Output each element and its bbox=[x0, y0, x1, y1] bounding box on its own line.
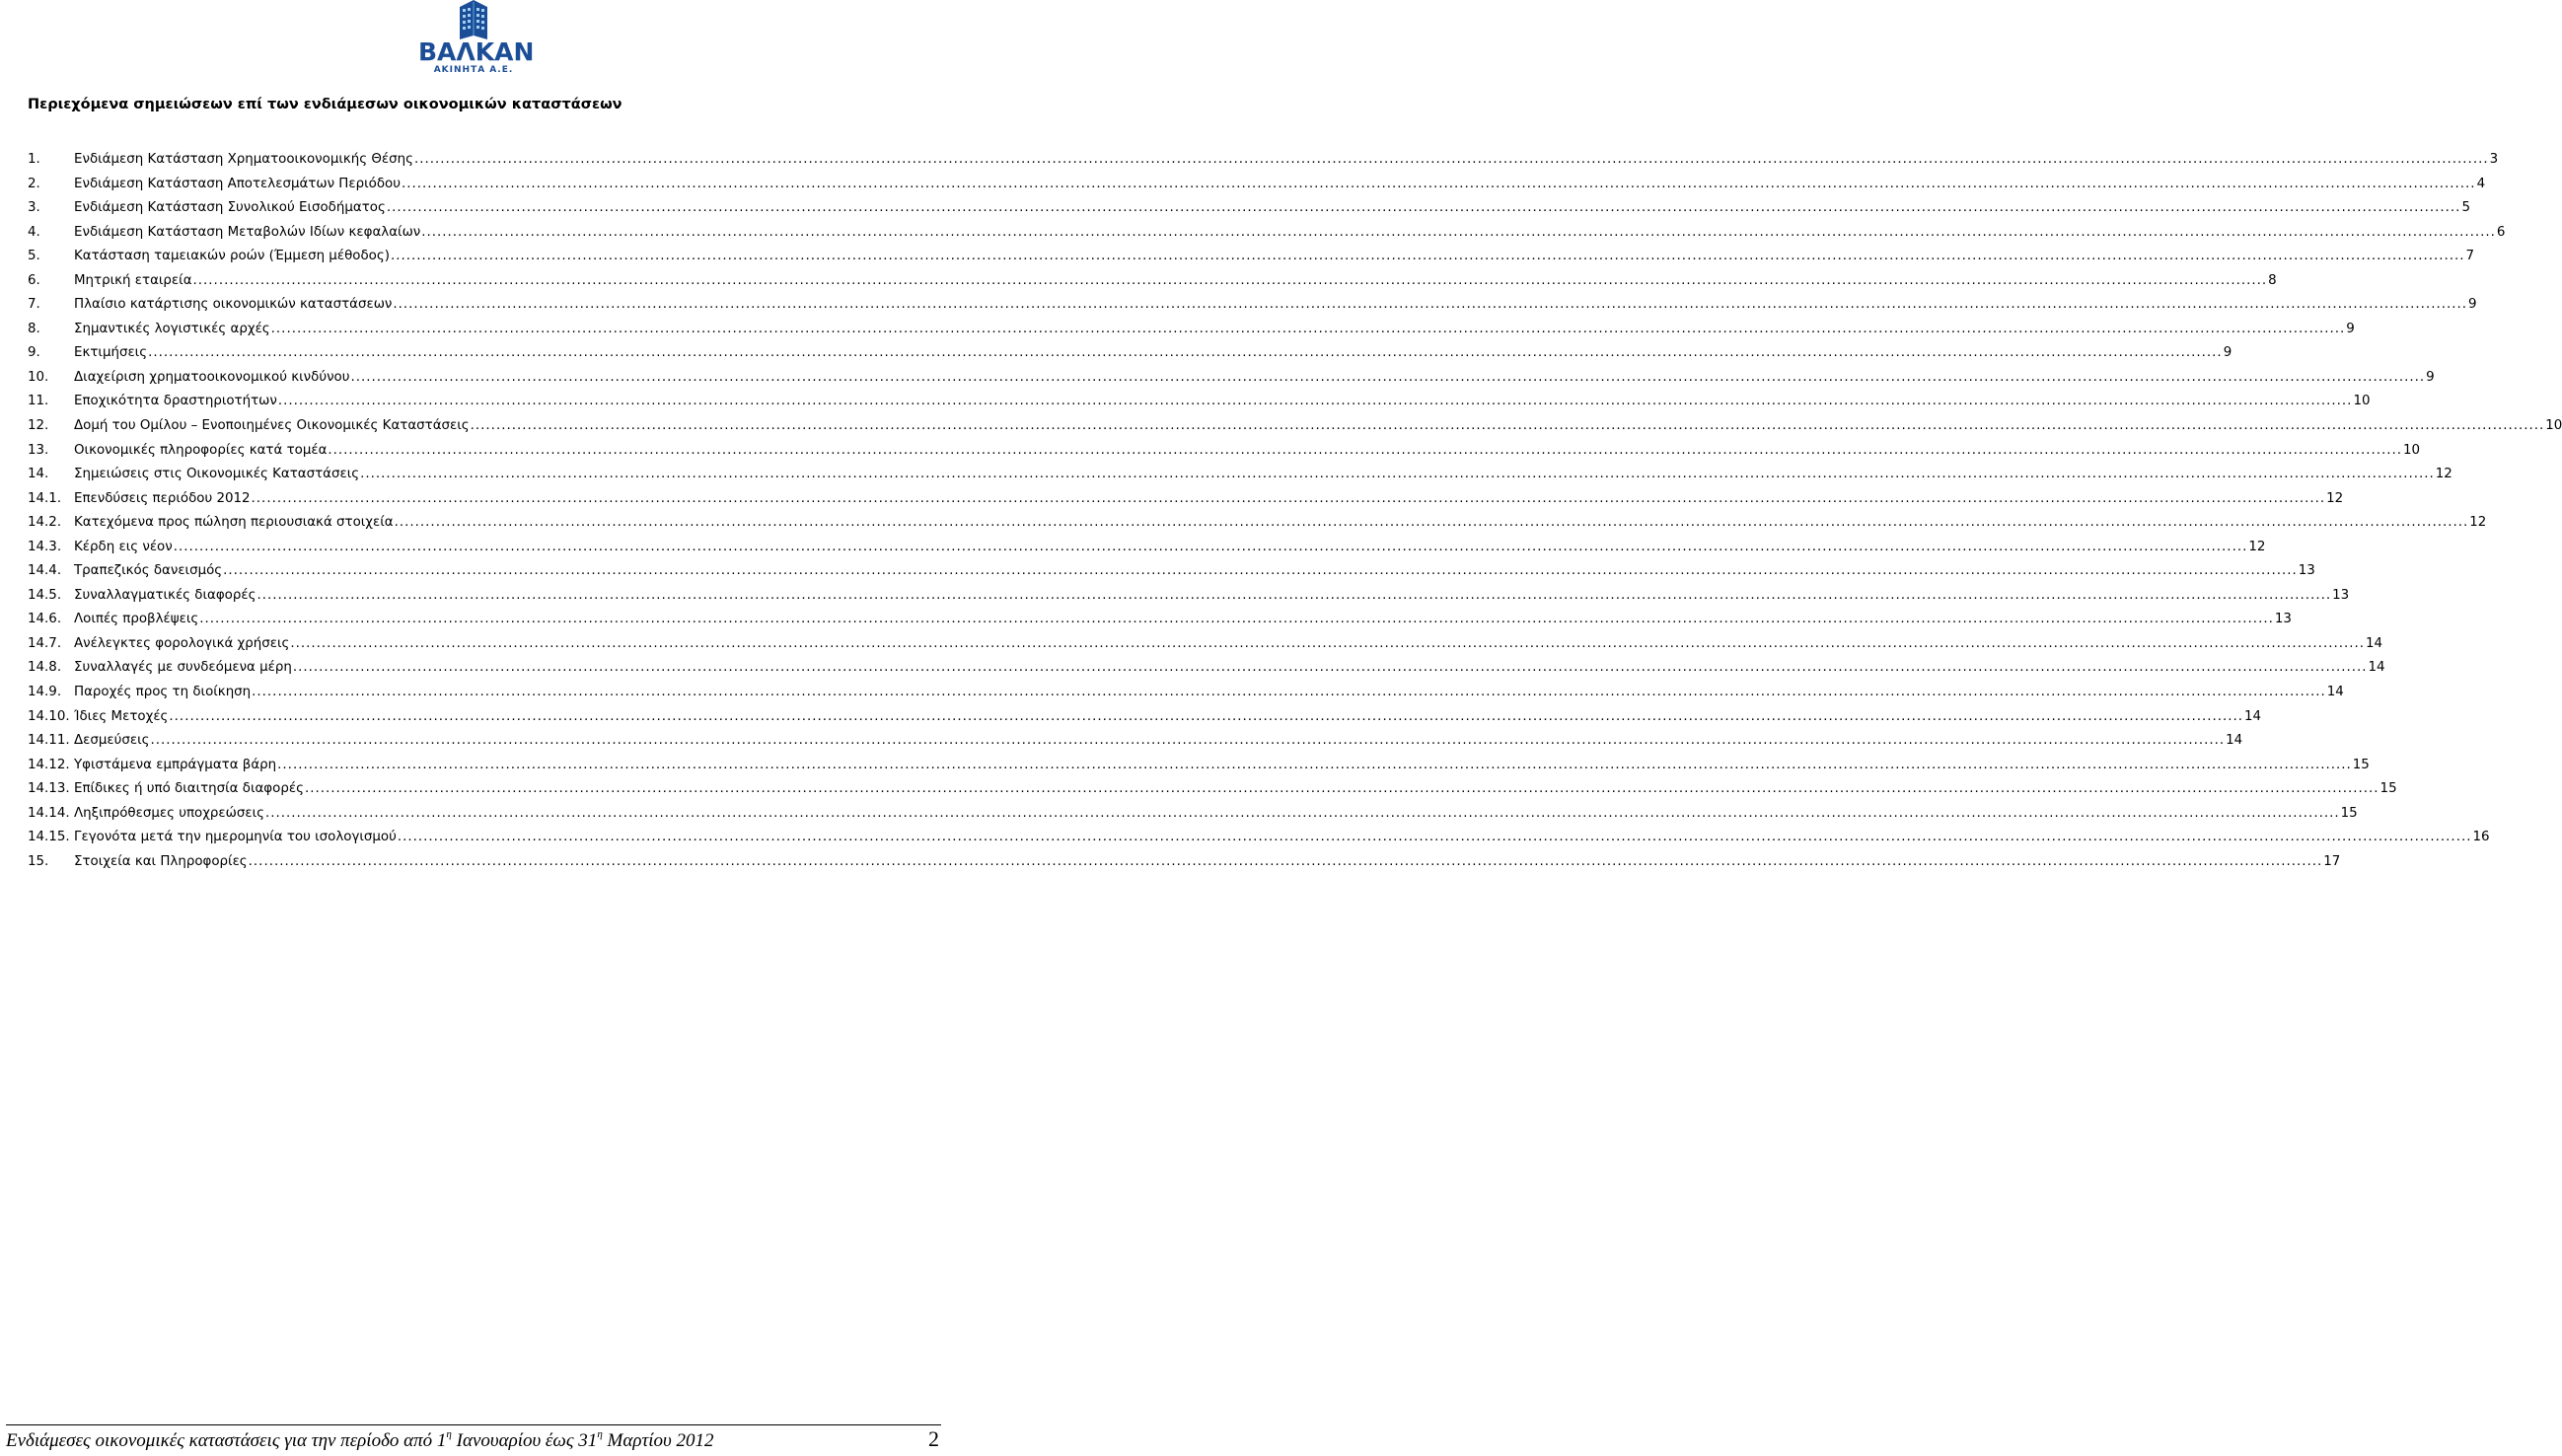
toc-dot-leader: ................................................................................................................................................................................................................................................................................................................................................................................................................ bbox=[290, 635, 2365, 651]
toc-entry-page[interactable]: 13 bbox=[2274, 612, 2292, 627]
toc-entry-number: 14.6. bbox=[28, 612, 62, 627]
toc-entry-line bbox=[74, 269, 2277, 294]
toc-entry[interactable] bbox=[28, 777, 2397, 802]
toc-dot-leader: ................................................................................................................................................................................................................................................................................................................................................................................................................ bbox=[304, 781, 2379, 797]
toc-entry-number: 11. bbox=[28, 394, 49, 409]
toc-entry-page[interactable]: 6 bbox=[2496, 224, 2506, 240]
toc-entry-number: 14.12. bbox=[28, 757, 70, 772]
toc-entry-number: 14.11. bbox=[28, 733, 70, 749]
toc-entry-number: 14.1. bbox=[28, 490, 62, 506]
toc-entry-line bbox=[74, 439, 2421, 464]
toc-dot-leader: ................................................................................................................................................................................................................................................................................................................................................................................................................ bbox=[277, 757, 2352, 772]
toc-entry[interactable] bbox=[28, 148, 2499, 173]
toc-entry-number: 7. bbox=[28, 297, 40, 313]
toc-dot-leader: ................................................................................................................................................................................................................................................................................................................................................................................................................ bbox=[169, 708, 2244, 724]
toc-dot-leader: ................................................................................................................................................................................................................................................................................................................................................................................................................ bbox=[223, 563, 2298, 579]
toc-entry[interactable] bbox=[28, 850, 2341, 875]
toc-entry-page[interactable]: 15 bbox=[2352, 757, 2370, 772]
toc-entry-page[interactable]: 15 bbox=[2379, 781, 2397, 797]
toc-entry-line bbox=[74, 196, 2470, 221]
toc-entry[interactable] bbox=[28, 584, 2350, 609]
toc-entry-line bbox=[74, 802, 2358, 827]
toc-dot-leader: ................................................................................................................................................................................................................................................................................................................................................................................................................ bbox=[421, 224, 2496, 240]
toc-dot-leader: ................................................................................................................................................................................................................................................................................................................................................................................................................ bbox=[350, 369, 2426, 385]
toc-entry-title[interactable]: Γεγονότα μετά την ημερομηνία του ισολογισμού bbox=[74, 830, 397, 845]
toc-dot-leader: ................................................................................................................................................................................................................................................................................................................................................................................................................ bbox=[397, 830, 2472, 845]
company-logo bbox=[418, 0, 535, 81]
toc-entry[interactable] bbox=[28, 245, 2475, 269]
toc-entry-page[interactable]: 15 bbox=[2340, 805, 2358, 821]
toc-entry-page[interactable]: 7 bbox=[2465, 249, 2475, 264]
toc-entry[interactable] bbox=[28, 729, 2243, 754]
toc-dot-leader: ................................................................................................................................................................................................................................................................................................................................................................................................................ bbox=[192, 272, 2268, 288]
toc-entry-number: 2. bbox=[28, 176, 40, 191]
toc-entry-line bbox=[74, 584, 2350, 609]
toc-dot-leader: ................................................................................................................................................................................................................................................................................................................................................................................................................ bbox=[470, 418, 2545, 434]
toc-entry-page[interactable]: 12 bbox=[2248, 539, 2266, 554]
toc-entry-number: 13. bbox=[28, 442, 49, 458]
footer-title: Ενδιάμεσες οικονομικές καταστάσεις για την περίοδο από $1^\eta$ Ιανουαρίου έως $31^\eta$ Μαρτίου 2012 bbox=[6, 1428, 714, 1451]
toc-entry[interactable] bbox=[28, 173, 2486, 197]
toc-entry-page[interactable]: 10 bbox=[2545, 418, 2562, 434]
toc-entry-title[interactable]: Μητρική εταιρεία bbox=[74, 272, 192, 288]
toc-entry-title[interactable]: Σημαντικές λογιστικές αρχές bbox=[74, 321, 270, 336]
toc-entry[interactable] bbox=[28, 487, 2344, 512]
toc-entry-title[interactable]: Οικονομικές πληροφορίες κατά τομέα bbox=[74, 442, 328, 458]
toc-dot-leader: ................................................................................................................................................................................................................................................................................................................................................................................................................ bbox=[199, 612, 2274, 627]
toc-entry-line bbox=[74, 390, 2371, 414]
toc-entry-line bbox=[74, 850, 2341, 875]
toc-entry-number: 6. bbox=[28, 272, 40, 288]
toc-entry[interactable] bbox=[28, 366, 2435, 391]
toc-dot-leader: ................................................................................................................................................................................................................................................................................................................................................................................................................ bbox=[270, 321, 2346, 336]
toc-dot-leader: ................................................................................................................................................................................................................................................................................................................................................................................................................ bbox=[252, 685, 2326, 700]
toc-entry-title[interactable]: Επενδύσεις περιόδου 2012 bbox=[74, 490, 251, 506]
toc-entry-line bbox=[74, 463, 2452, 487]
toc-entry-number: 14.2. bbox=[28, 515, 62, 531]
logo-wordmark: ΒΑΛΚΑΝ bbox=[418, 37, 535, 66]
toc-entry[interactable] bbox=[28, 196, 2470, 221]
toc-dot-leader: ................................................................................................................................................................................................................................................................................................................................................................................................................ bbox=[413, 152, 2489, 167]
toc-entry[interactable] bbox=[28, 536, 2266, 560]
toc-entry-number: 1. bbox=[28, 152, 40, 167]
toc-dot-leader: ................................................................................................................................................................................................................................................................................................................................................................................................................ bbox=[251, 490, 2326, 506]
toc-entry-page[interactable]: 10 bbox=[2403, 442, 2421, 458]
toc-entry-line bbox=[74, 656, 2385, 681]
toc-entry-page[interactable]: 12 bbox=[2435, 467, 2452, 482]
toc-entry[interactable] bbox=[28, 826, 2490, 850]
toc-entry-line bbox=[74, 729, 2243, 754]
toc-entry-page[interactable]: 13 bbox=[2298, 563, 2315, 579]
toc-entry-title[interactable]: Διαχείριση χρηματοοικονομικού κινδύνου bbox=[74, 369, 350, 385]
toc-entry[interactable] bbox=[28, 705, 2262, 730]
toc-entry-page[interactable]: 13 bbox=[2332, 587, 2350, 603]
toc-entry-number: 14. bbox=[28, 467, 49, 482]
logo-subtitle: ΑΚΙΝΗΤΑ Α.Ε. bbox=[433, 65, 514, 75]
toc-entry-number: 9. bbox=[28, 345, 40, 361]
toc-entry-line bbox=[74, 777, 2397, 802]
toc-entry[interactable] bbox=[28, 608, 2292, 632]
toc-entry-title[interactable]: Εκτιμήσεις bbox=[74, 345, 148, 361]
toc-dot-leader: ................................................................................................................................................................................................................................................................................................................................................................................................................ bbox=[393, 297, 2467, 313]
toc-entry-page[interactable]: 8 bbox=[2268, 272, 2277, 288]
toc-dot-leader: ................................................................................................................................................................................................................................................................................................................................................................................................................ bbox=[173, 539, 2248, 554]
toc-entry-page[interactable]: 17 bbox=[2323, 853, 2341, 869]
table-of-contents bbox=[28, 148, 2562, 874]
page-number: 2 bbox=[928, 1426, 939, 1451]
toc-entry[interactable] bbox=[28, 293, 2477, 318]
toc-entry-line bbox=[74, 754, 2370, 778]
toc-entry-number: 14.13. bbox=[28, 781, 70, 797]
toc-entry-title[interactable]: Συναλλαγματικές διαφορές bbox=[74, 587, 256, 603]
toc-entry-line bbox=[74, 559, 2315, 584]
toc-entry-number: 14.8. bbox=[28, 660, 62, 676]
toc-entry-number: 5. bbox=[28, 249, 40, 264]
toc-entry[interactable] bbox=[28, 559, 2315, 584]
contents-heading: Περιεχόμενα σημειώσεων επί των ενδιάμεσων οικονομικών καταστάσεων bbox=[28, 97, 622, 112]
toc-entry-page[interactable]: 9 bbox=[2346, 321, 2355, 336]
toc-entry-page[interactable]: 14 bbox=[2226, 733, 2243, 749]
toc-entry-line bbox=[74, 221, 2506, 246]
toc-dot-leader: ................................................................................................................................................................................................................................................................................................................................................................................................................ bbox=[328, 442, 2403, 458]
toc-dot-leader: ................................................................................................................................................................................................................................................................................................................................................................................................................ bbox=[401, 176, 2476, 191]
toc-entry-page[interactable]: 5 bbox=[2461, 200, 2470, 216]
toc-entry-title[interactable]: Λοιπές προβλέψεις bbox=[74, 612, 199, 627]
toc-entry-line bbox=[74, 536, 2266, 560]
toc-entry-title[interactable]: Κέρδη εις νέον bbox=[74, 539, 173, 554]
toc-dot-leader: ................................................................................................................................................................................................................................................................................................................................................................................................................ bbox=[394, 515, 2469, 531]
toc-dot-leader: ................................................................................................................................................................................................................................................................................................................................................................................................................ bbox=[360, 467, 2435, 482]
toc-entry-number: 14.14. bbox=[28, 805, 70, 821]
toc-dot-leader: ................................................................................................................................................................................................................................................................................................................................................................................................................ bbox=[248, 853, 2323, 869]
toc-entry-number: 12. bbox=[28, 418, 49, 434]
toc-entry-title[interactable]: Υφιστάμενα εμπράγματα βάρη bbox=[74, 757, 277, 772]
toc-entry-title[interactable]: Στοιχεία και Πληροφορίες bbox=[74, 853, 248, 869]
toc-entry[interactable] bbox=[28, 754, 2370, 778]
toc-entry-title[interactable]: Κατάσταση ταμειακών ροών (Έμμεση μέθοδος) bbox=[74, 249, 390, 264]
toc-dot-leader: ................................................................................................................................................................................................................................................................................................................................................................................................................ bbox=[292, 660, 2368, 676]
toc-entry-page[interactable]: 12 bbox=[2469, 515, 2487, 531]
toc-entry-page[interactable]: 4 bbox=[2476, 176, 2486, 191]
toc-entry[interactable] bbox=[28, 318, 2355, 342]
toc-entry[interactable] bbox=[28, 681, 2344, 705]
toc-entry-title[interactable]: Συναλλαγές με συνδεόμενα μέρη bbox=[74, 660, 292, 676]
toc-entry-number: 8. bbox=[28, 321, 40, 336]
toc-entry[interactable] bbox=[28, 341, 2233, 366]
toc-entry[interactable] bbox=[28, 463, 2452, 487]
toc-entry-title[interactable]: Ενδιάμεση Κατάσταση Χρηματοοικονομικής Θέσης bbox=[74, 152, 413, 167]
toc-entry-line bbox=[74, 511, 2487, 536]
toc-entry[interactable] bbox=[28, 414, 2562, 439]
toc-entry[interactable] bbox=[28, 511, 2487, 536]
toc-entry-page[interactable]: 14 bbox=[2366, 635, 2383, 651]
toc-entry-title[interactable]: Ίδιες Μετοχές bbox=[74, 708, 169, 724]
toc-entry-line bbox=[74, 148, 2499, 173]
toc-entry-number: 14.9. bbox=[28, 685, 62, 700]
toc-dot-leader: ................................................................................................................................................................................................................................................................................................................................................................................................................ bbox=[265, 805, 2340, 821]
toc-entry-line bbox=[74, 705, 2262, 730]
toc-entry-title[interactable]: Ενδιάμεση Κατάσταση Αποτελεσμάτων Περιόδου bbox=[74, 176, 401, 191]
toc-dot-leader: ................................................................................................................................................................................................................................................................................................................................................................................................................ bbox=[277, 394, 2353, 409]
toc-entry[interactable] bbox=[28, 439, 2421, 464]
toc-entry-number: 15. bbox=[28, 853, 49, 869]
toc-entry-title[interactable]: Ενδιάμεση Κατάσταση Μεταβολών Ιδίων κεφαλαίων bbox=[74, 224, 421, 240]
toc-dot-leader: ................................................................................................................................................................................................................................................................................................................................................................................................................ bbox=[386, 200, 2461, 216]
toc-entry-page[interactable]: 10 bbox=[2353, 394, 2371, 409]
toc-entry-line bbox=[74, 173, 2486, 197]
toc-dot-leader: ................................................................................................................................................................................................................................................................................................................................................................................................................ bbox=[256, 587, 2332, 603]
toc-entry-number: 14.15. bbox=[28, 830, 70, 845]
toc-entry-title[interactable]: Πλαίσιο κατάρτισης οικονομικών καταστάσεων bbox=[74, 297, 393, 313]
toc-entry-title[interactable]: Δομή του Ομίλου – Ενοποιημένες Οικονομικές Καταστάσεις bbox=[74, 418, 470, 434]
toc-entry-title[interactable]: Ενδιάμεση Κατάσταση Συνολικού Εισοδήματος bbox=[74, 200, 386, 216]
toc-entry-title[interactable]: Ανέλεγκτες φορολογικά χρήσεις bbox=[74, 635, 290, 651]
toc-entry-line bbox=[74, 366, 2435, 391]
toc-entry-number: 14.4. bbox=[28, 563, 62, 579]
toc-entry[interactable] bbox=[28, 390, 2371, 414]
toc-entry-number: 4. bbox=[28, 224, 40, 240]
toc-entry-line bbox=[74, 826, 2490, 850]
toc-dot-leader: ................................................................................................................................................................................................................................................................................................................................................................................................................ bbox=[390, 249, 2465, 264]
toc-entry-line bbox=[74, 293, 2477, 318]
toc-dot-leader: ................................................................................................................................................................................................................................................................................................................................................................................................................ bbox=[148, 345, 2223, 361]
toc-entry-title[interactable]: Παροχές προς τη διοίκηση bbox=[74, 685, 252, 700]
toc-entry-title[interactable]: Επίδικες ή υπό διαιτησία διαφορές bbox=[74, 781, 304, 797]
toc-entry[interactable] bbox=[28, 221, 2506, 246]
toc-entry-line bbox=[74, 632, 2383, 657]
toc-entry[interactable] bbox=[28, 802, 2358, 827]
toc-entry-page[interactable]: 14 bbox=[2368, 660, 2385, 676]
toc-entry-title[interactable]: Εποχικότητα δραστηριοτήτων bbox=[74, 394, 277, 409]
toc-entry-page[interactable]: 14 bbox=[2326, 685, 2344, 700]
building-logo-icon bbox=[460, 0, 487, 39]
toc-entry-number: 3. bbox=[28, 200, 40, 216]
toc-entry[interactable] bbox=[28, 632, 2383, 657]
toc-entry-line bbox=[74, 608, 2292, 632]
toc-entry-title[interactable]: Τραπεζικός δανεισμός bbox=[74, 563, 223, 579]
toc-entry-number: 14.7. bbox=[28, 635, 62, 651]
toc-entry-page[interactable]: 9 bbox=[2426, 369, 2435, 385]
toc-entry[interactable] bbox=[28, 269, 2277, 294]
toc-entry-number: 14.5. bbox=[28, 587, 62, 603]
toc-entry-title[interactable]: Ληξιπρόθεσμες υποχρεώσεις bbox=[74, 805, 264, 821]
toc-entry-page[interactable]: 16 bbox=[2472, 830, 2490, 845]
toc-entry-page[interactable]: 12 bbox=[2326, 490, 2344, 506]
toc-entry-line bbox=[74, 414, 2562, 439]
toc-entry-line bbox=[74, 245, 2475, 269]
toc-entry-line bbox=[74, 318, 2355, 342]
toc-entry-title[interactable]: Κατεχόμενα προς πώληση περιουσιακά στοιχεία bbox=[74, 515, 394, 531]
footer-divider bbox=[6, 1424, 941, 1425]
toc-entry-title[interactable]: Δεσμεύσεις bbox=[74, 733, 150, 749]
toc-entry-page[interactable]: 9 bbox=[2223, 345, 2233, 361]
toc-entry-number: 14.10. bbox=[28, 708, 70, 724]
toc-entry-line bbox=[74, 681, 2344, 705]
toc-entry-line bbox=[74, 341, 2233, 366]
toc-entry-page[interactable]: 14 bbox=[2244, 708, 2262, 724]
toc-entry-title[interactable]: Σημειώσεις στις Οικονομικές Καταστάσεις bbox=[74, 467, 360, 482]
toc-dot-leader: ................................................................................................................................................................................................................................................................................................................................................................................................................ bbox=[150, 733, 2226, 749]
toc-entry-page[interactable]: 3 bbox=[2489, 152, 2499, 167]
toc-entry-number: 10. bbox=[28, 369, 49, 385]
toc-entry-page[interactable]: 9 bbox=[2468, 297, 2477, 313]
toc-entry-number: 14.3. bbox=[28, 539, 62, 554]
toc-entry[interactable] bbox=[28, 656, 2385, 681]
toc-entry-line bbox=[74, 487, 2344, 512]
